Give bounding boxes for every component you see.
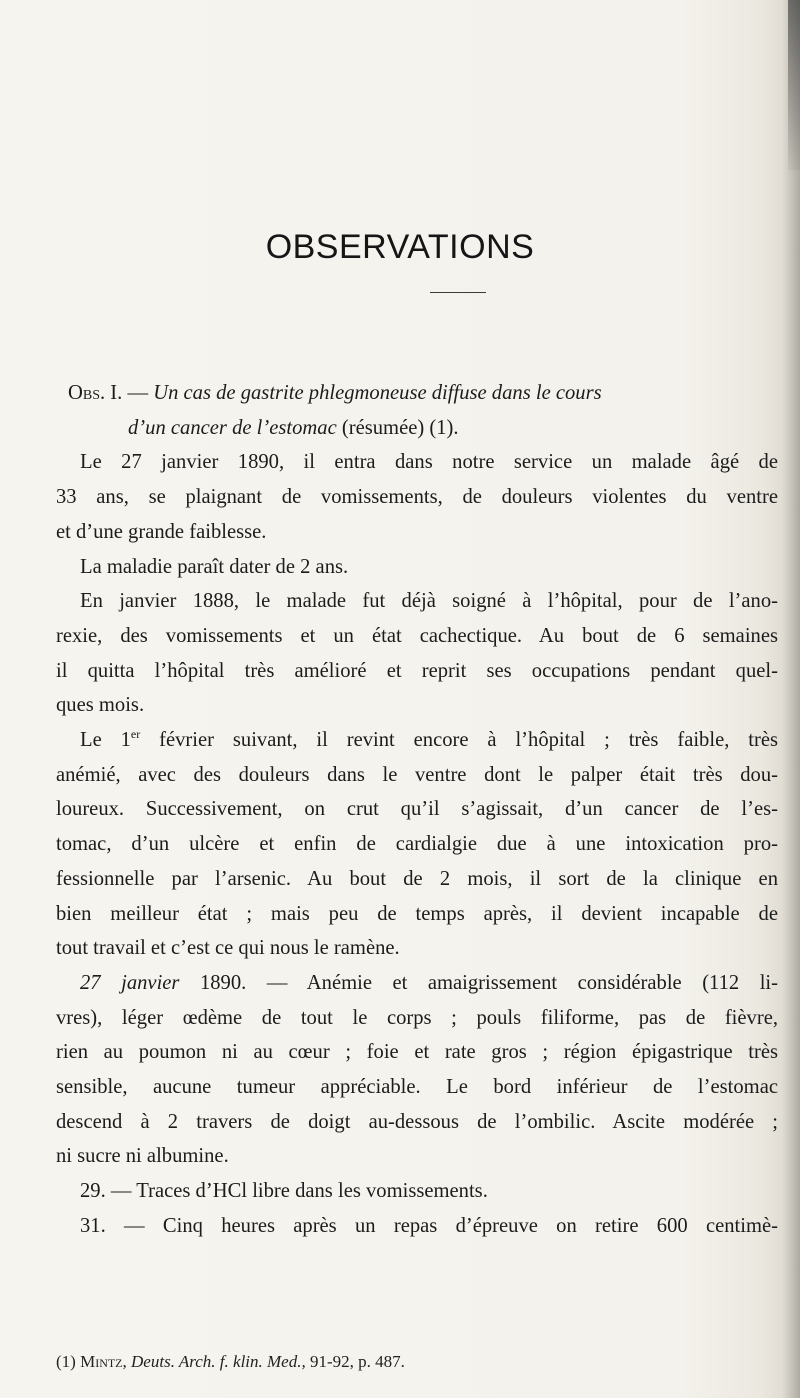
paragraph-line: loureux. Successivement, on crut qu’il s’agissait, d’un cancer de l’es- [56,798,778,821]
footnote-author: Mintz, [80,1352,127,1371]
p4-start-rest: février suivant, il revint encore à l’hôpital ; très faible, très [140,729,778,752]
paragraph-line: il quitta l’hôpital très amélioré et reprit ses occupations pendant quel- [56,659,778,682]
p4-start: Le 1 [80,729,131,752]
paragraph-line: Le 27 janvier 1890, il entra dans notre service un malade âgé de [80,451,778,474]
paragraph-line: tout travail et c’est ce qui nous le ramène. [56,937,400,960]
paragraph-line: rien au poumon ni au cœur ; foie et rate gros ; région épigastrique très [56,1041,778,1064]
paragraph-line: bien meilleur état ; mais peu de temps après, il devient incapable de [56,902,778,925]
paragraph-line: sensible, aucune tumeur appréciable. Le bord inférieur de l’estomac [56,1076,778,1099]
obs-title-italic-2: d’un cancer de l’estomac [128,416,337,439]
footnote-number: (1) [56,1352,76,1371]
p5-start-rest: 1890. — Anémie et amaigrissement considérable (112 li- [179,971,778,994]
observation-text [56,376,778,1244]
p5-date: 27 janvier [80,971,180,994]
obs-title-line-2 [56,411,778,446]
paragraph-line: 29. — Traces d’HCl libre dans les vomissements. [80,1180,488,1203]
obs-title-line-1 [56,376,778,411]
paragraph-line: et d’une grande faiblesse. [56,520,267,543]
footnote-reference: 91-92, p. 487. [309,1352,405,1371]
paragraph-line-first [56,723,778,758]
paragraph-line-first [56,966,778,1001]
paragraph-line: tomac, d’un ulcère et enfin de cardialgie due à une intoxication pro- [56,833,778,856]
page-edge-shadow [782,0,800,1398]
paragraph-line: En janvier 1888, le malade fut déjà soigné à l’hôpital, pour de l’ano- [80,590,778,613]
paragraph-line: ques mois. [56,694,145,717]
paragraph-line: La maladie paraît dater de 2 ans. [80,555,349,578]
paragraph-line: anémié, avec des douleurs dans le ventre dont le palper était très dou- [56,763,778,786]
paragraph-line: 31. — Cinq heures après un repas d’épreuve on retire 600 centimè- [80,1214,778,1237]
paragraph-line: fessionnelle par l’arsenic. Au bout de 2 mois, il sort de la clinique en [56,867,778,890]
obs-title-tail: (résumée) (1). [341,416,459,439]
obs-title-italic: Un cas de gastrite phlegmoneuse diffuse dans le cours [153,382,602,404]
heading-rule [430,292,486,293]
obs-label: Obs. I. — [68,382,149,404]
paragraph-line: rexie, des vomissements et un état cachectique. Au bout de 6 semaines [56,624,778,647]
paragraph-line: 33 ans, se plaignant de vomissements, de douleurs violentes du ventre [56,486,778,509]
p4-superscript: er [130,727,141,742]
footnote-journal: Deuts. Arch. f. klin. Med., [131,1352,306,1371]
paragraph-line: descend à 2 travers de doigt au-dessous de l’ombilic. Ascite modérée ; [56,1110,778,1133]
section-heading: OBSERVATIONS [265,228,535,266]
paragraph-line: ni sucre ni albumine. [56,1145,229,1168]
paragraph-line: vres), léger œdème de tout le corps ; pouls filiforme, pas de fièvre, [56,1006,778,1029]
footnote [56,1352,405,1372]
page-edge-dark-top [788,0,800,170]
